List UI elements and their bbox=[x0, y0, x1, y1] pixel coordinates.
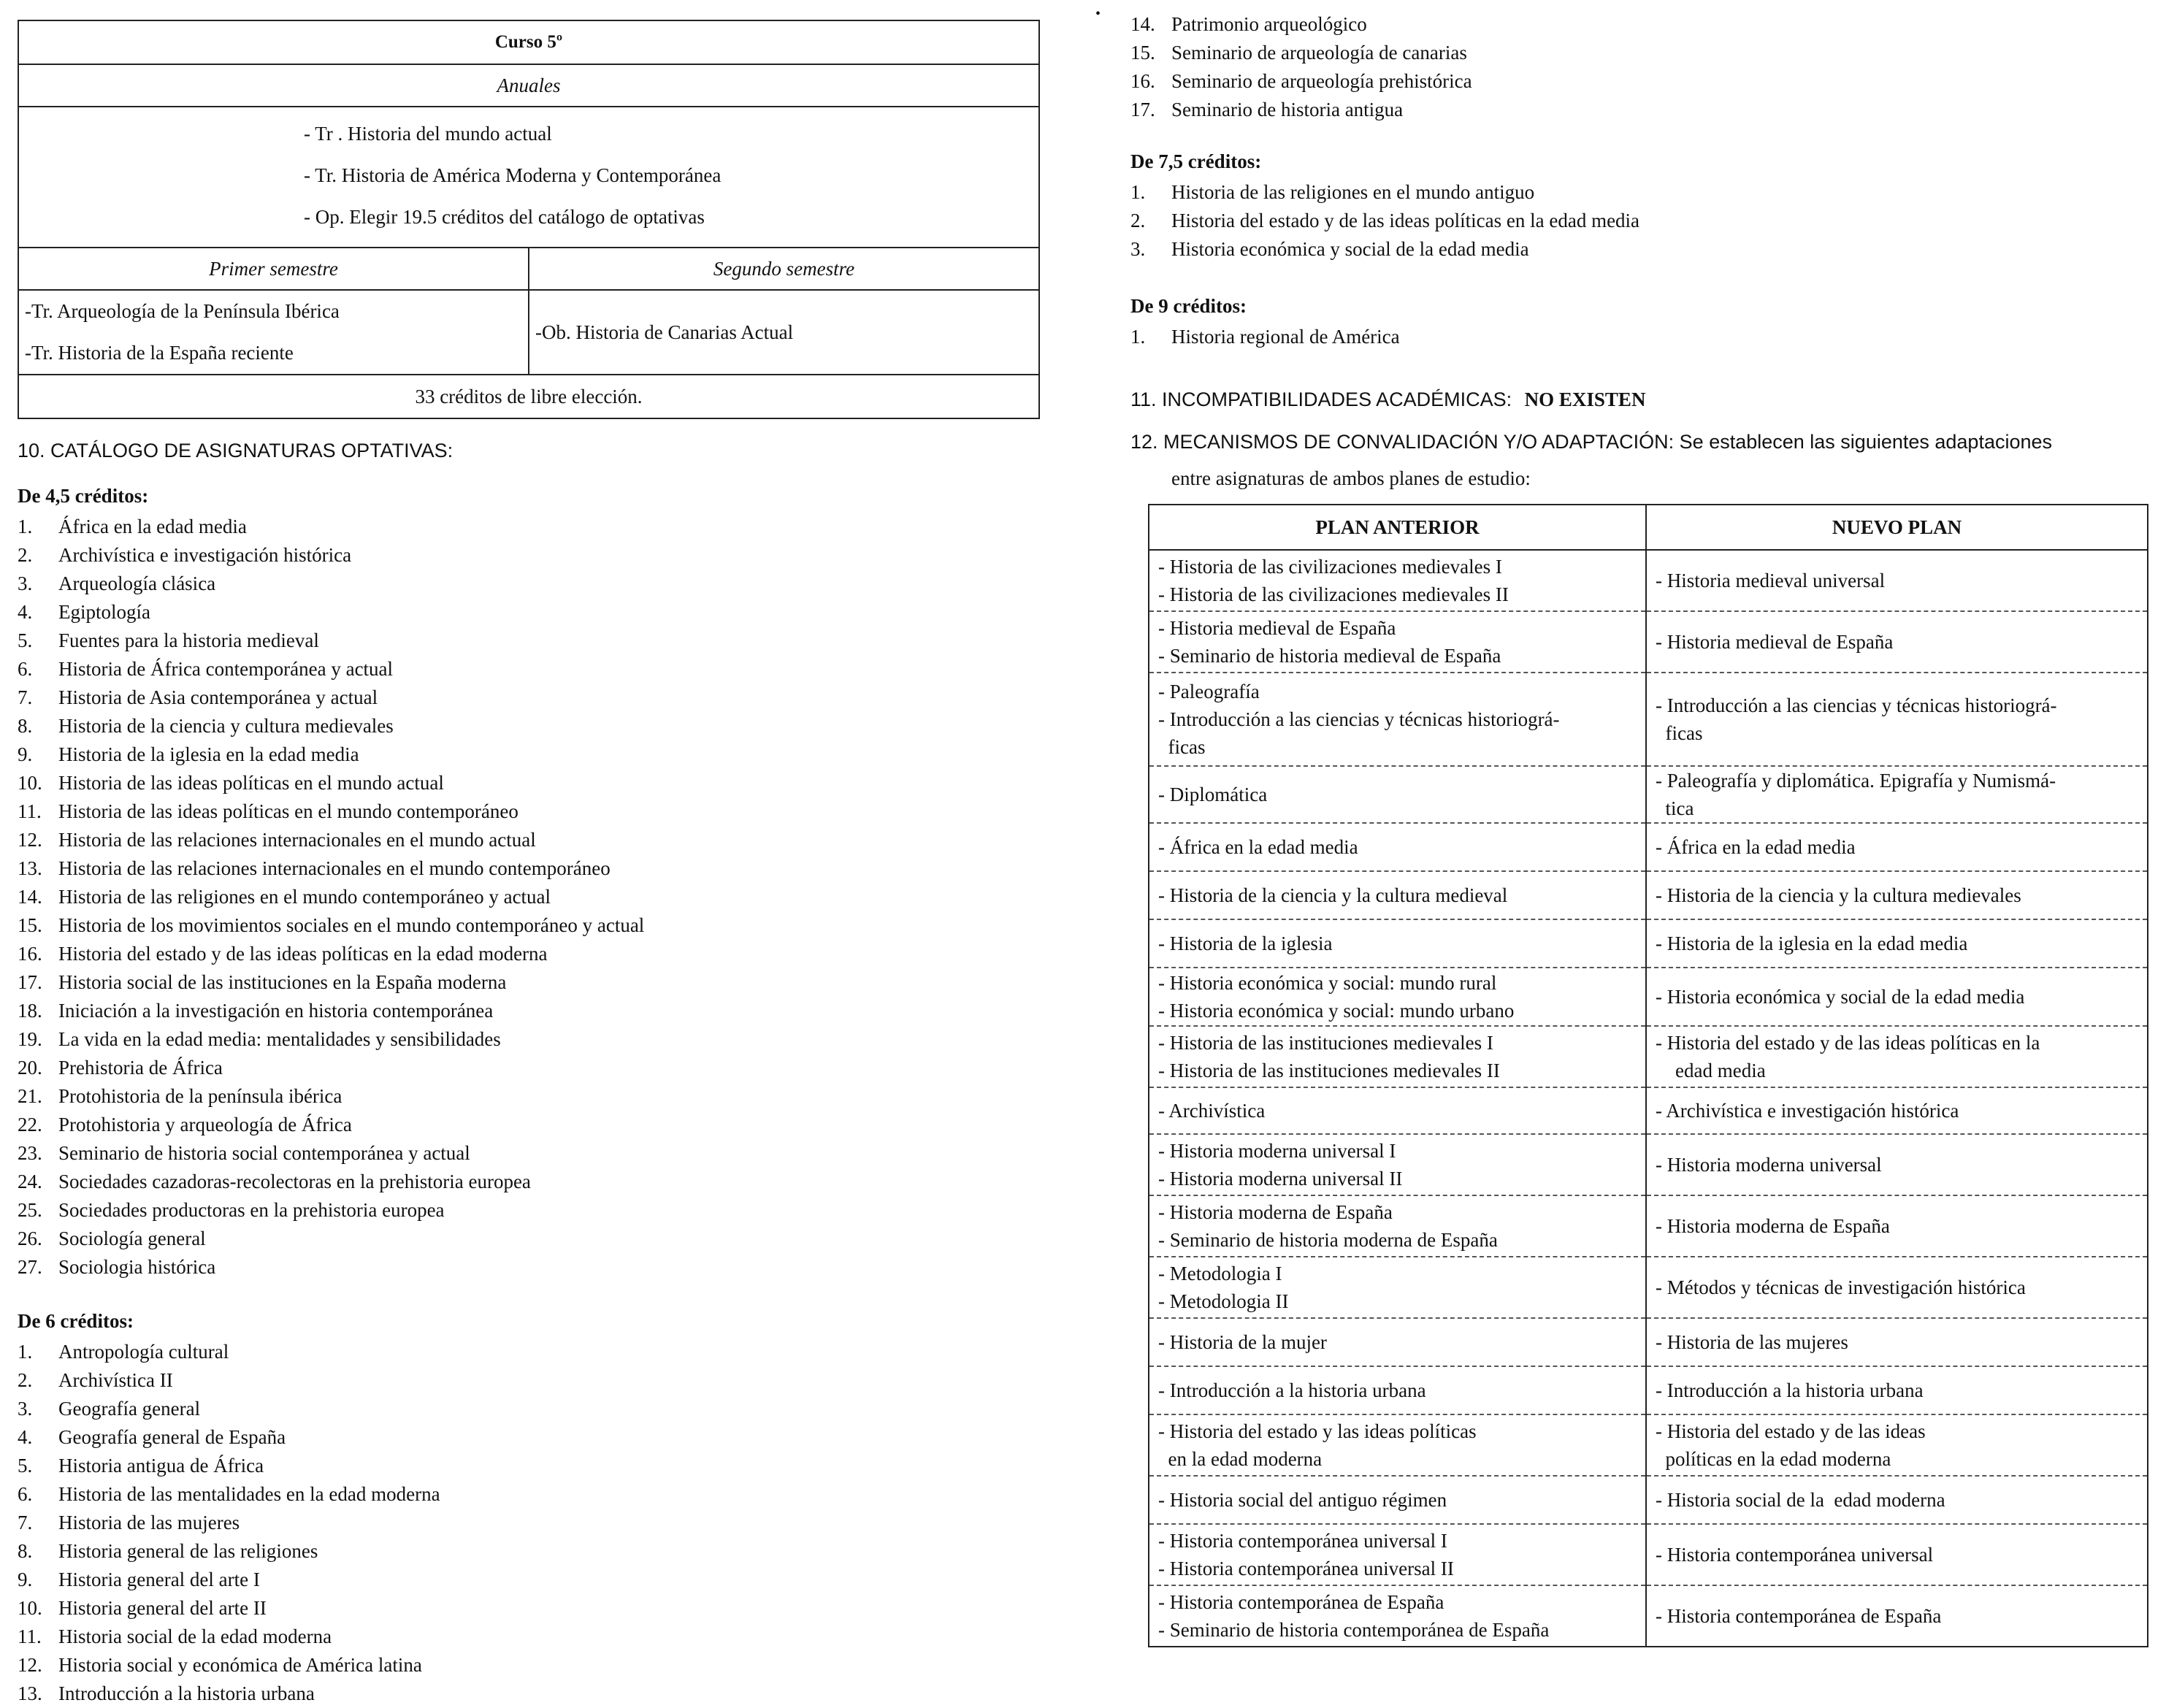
second-semester-cell bbox=[529, 290, 1039, 375]
list-item bbox=[18, 883, 644, 911]
old-plan-cell bbox=[1149, 673, 1646, 766]
cell-line: - Historia de la iglesia bbox=[1158, 932, 1333, 954]
item-text: Historia de las ideas políticas en el mundo contemporáneo bbox=[58, 800, 518, 822]
item-number: 4. bbox=[18, 601, 33, 623]
old-plan-cell bbox=[1149, 1524, 1646, 1585]
item-number: 2. bbox=[1130, 210, 1146, 231]
cell-line: - Metodologia II bbox=[1158, 1290, 1289, 1312]
cell-line: tica bbox=[1656, 797, 1694, 819]
col-header-new-plan: NUEVO PLAN bbox=[1646, 505, 2148, 550]
old-plan-cell bbox=[1149, 1195, 1646, 1257]
item-text: Historia de las relaciones internacionales en el mundo actual bbox=[58, 829, 536, 851]
incompat-heading bbox=[1130, 388, 1645, 411]
item-text: África en la edad media bbox=[58, 516, 247, 537]
item-number: 16. bbox=[18, 943, 42, 965]
item-number: 6. bbox=[18, 658, 33, 680]
item-text: Prehistoria de África bbox=[58, 1057, 223, 1079]
old-plan-cell bbox=[1149, 919, 1646, 968]
new-plan-cell bbox=[1646, 611, 2148, 673]
table-row bbox=[1149, 823, 2148, 871]
cell-line: - Historia contemporánea de España bbox=[1158, 1591, 1444, 1613]
item-text: Historia de las relaciones internacionales en el mundo contemporáneo bbox=[58, 857, 611, 879]
item-text: Historia del estado y de las ideas políticas en la edad moderna bbox=[58, 943, 548, 965]
table-row bbox=[1149, 1318, 2148, 1366]
cell-line: - Paleografía y diplomática. Epigrafía y Numismá- bbox=[1656, 770, 2056, 792]
annual-item: - Tr. Historia de América Moderna y Contemporánea bbox=[304, 164, 722, 186]
group-45-list bbox=[18, 513, 644, 1282]
list-item bbox=[18, 1253, 644, 1282]
item-text: Seminario de historia antigua bbox=[1171, 99, 1404, 120]
item-number: 1. bbox=[1130, 181, 1146, 203]
list-item bbox=[18, 1537, 440, 1566]
cell-line: políticas en la edad moderna bbox=[1656, 1448, 1891, 1470]
new-plan-cell bbox=[1646, 1585, 2148, 1647]
course-5-table bbox=[18, 20, 1040, 419]
list-item bbox=[18, 1566, 440, 1594]
list-item bbox=[1130, 323, 1400, 351]
item-number: 22. bbox=[18, 1114, 42, 1136]
cell-line: - Historia moderna de España bbox=[1656, 1215, 1890, 1237]
list-item bbox=[18, 854, 644, 883]
list-item bbox=[18, 1366, 440, 1395]
cell-line: - Historia contemporánea universal II bbox=[1158, 1558, 1454, 1579]
list-item bbox=[18, 1623, 440, 1651]
item-text: Historia del estado y de las ideas políticas en la edad media bbox=[1171, 210, 1640, 231]
new-plan-cell bbox=[1646, 1318, 2148, 1366]
group-6-list bbox=[18, 1338, 440, 1708]
new-plan-cell bbox=[1646, 823, 2148, 871]
list-item bbox=[18, 1423, 440, 1452]
list-item bbox=[18, 598, 644, 627]
old-plan-cell bbox=[1149, 1257, 1646, 1318]
item-number: 14. bbox=[1130, 13, 1155, 35]
list-item bbox=[18, 1025, 644, 1054]
item-number: 8. bbox=[18, 1540, 33, 1562]
list-item bbox=[18, 968, 644, 997]
table-row bbox=[1149, 673, 2148, 766]
item-text: Arqueología clásica bbox=[58, 572, 216, 594]
table-row bbox=[1149, 1026, 2148, 1087]
item-number: 27. bbox=[18, 1256, 42, 1278]
item-text: Iniciación a la investigación en historia contemporánea bbox=[58, 1000, 494, 1022]
item-number: 1. bbox=[18, 516, 33, 537]
cell-line: - Historia de la mujer bbox=[1158, 1331, 1327, 1353]
item-text: Historia de la ciencia y cultura medievales bbox=[58, 715, 394, 737]
item-text: Patrimonio arqueológico bbox=[1171, 13, 1367, 35]
item-number: 13. bbox=[18, 857, 42, 879]
item-number: 11. bbox=[18, 800, 42, 822]
old-plan-cell bbox=[1149, 611, 1646, 673]
item-text: Sociologia histórica bbox=[58, 1256, 216, 1278]
new-plan-cell bbox=[1646, 968, 2148, 1026]
item-number: 24. bbox=[18, 1171, 42, 1192]
old-plan-cell bbox=[1149, 1414, 1646, 1476]
item-text: Historia social de las instituciones en la España moderna bbox=[58, 971, 507, 993]
item-number: 4. bbox=[18, 1426, 33, 1448]
list-item bbox=[18, 1452, 440, 1480]
item-text: La vida en la edad media: mentalidades y sensibilidades bbox=[58, 1028, 501, 1050]
cell-line: - Historia social de la edad moderna bbox=[1656, 1489, 1945, 1511]
item-number: 12. bbox=[18, 1654, 42, 1676]
margin-dot: • bbox=[1095, 6, 1101, 22]
old-plan-cell bbox=[1149, 1026, 1646, 1087]
table-row bbox=[1149, 1366, 2148, 1414]
group-45-title: De 4,5 créditos: bbox=[18, 485, 149, 507]
item-number: 19. bbox=[18, 1028, 42, 1050]
list-item bbox=[18, 826, 644, 854]
item-number: 10. bbox=[18, 772, 42, 794]
list-item bbox=[18, 541, 644, 570]
item-text: Historia de África contemporánea y actual bbox=[58, 658, 394, 680]
cell-line: - Historia moderna de España bbox=[1158, 1201, 1393, 1223]
table-row bbox=[1149, 766, 2148, 823]
list-item bbox=[18, 769, 644, 797]
item-number: 5. bbox=[18, 1455, 33, 1477]
free-credits-note: 33 créditos de libre elección. bbox=[18, 375, 1039, 418]
group-6-title: De 6 créditos: bbox=[18, 1310, 134, 1332]
cell-line: - Historia contemporánea universal bbox=[1656, 1544, 1934, 1566]
item-text: Seminario de arqueología prehistórica bbox=[1171, 70, 1472, 92]
annual-item: - Op. Elegir 19.5 créditos del catálogo de optativas bbox=[304, 206, 705, 228]
item-text: Historia de los movimientos sociales en el mundo contemporáneo y actual bbox=[58, 914, 645, 936]
list-item bbox=[18, 1338, 440, 1366]
list-item bbox=[18, 570, 644, 598]
cell-line: ficas bbox=[1656, 722, 1703, 744]
item-number: 18. bbox=[18, 1000, 42, 1022]
item-text: Sociología general bbox=[58, 1228, 206, 1249]
item-number: 15. bbox=[1130, 42, 1155, 64]
list-item bbox=[18, 940, 644, 968]
cell-line: - Historia de las instituciones medievales I bbox=[1158, 1032, 1493, 1054]
first-semester-item: -Tr. Arqueología de la Península Ibérica bbox=[25, 300, 340, 322]
new-plan-cell bbox=[1646, 1134, 2148, 1195]
item-text: Historia general de las religiones bbox=[58, 1540, 318, 1562]
item-number: 14. bbox=[18, 886, 42, 908]
item-text: Introducción a la historia urbana bbox=[58, 1682, 315, 1704]
item-text: Sociedades productoras en la prehistoria europea bbox=[58, 1199, 445, 1221]
item-text: Historia de las mentalidades en la edad moderna bbox=[58, 1483, 440, 1505]
item-number: 10. bbox=[18, 1597, 42, 1619]
item-text: Historia antigua de África bbox=[58, 1455, 264, 1477]
item-text: Historia regional de América bbox=[1171, 326, 1400, 348]
new-plan-cell bbox=[1646, 766, 2148, 823]
item-text: Geografía general de España bbox=[58, 1426, 286, 1448]
list-item bbox=[18, 1196, 644, 1225]
item-number: 8. bbox=[18, 715, 33, 737]
cell-line: en la edad moderna bbox=[1158, 1448, 1323, 1470]
cell-line: - Historia del estado y de las ideas bbox=[1656, 1420, 1926, 1442]
cell-line: - Historia medieval universal bbox=[1656, 570, 1886, 591]
table-row bbox=[1149, 1257, 2148, 1318]
list-item bbox=[1130, 235, 1639, 264]
item-number: 2. bbox=[18, 1369, 33, 1391]
first-semester-item: -Tr. Historia de la España reciente bbox=[25, 342, 294, 364]
group-75-list bbox=[1130, 178, 1639, 264]
cell-line: - Introducción a las ciencias y técnicas historiográ- bbox=[1656, 694, 2057, 716]
convalid-title: 12. MECANISMOS DE CONVALIDACIÓN Y/O ADAPTACIÓN: Se establecen las siguientes adaptaciones bbox=[1130, 431, 2053, 453]
new-plan-cell bbox=[1646, 1366, 2148, 1414]
item-text: Archivística II bbox=[58, 1369, 173, 1391]
item-number: 17. bbox=[1130, 99, 1155, 120]
item-text: Historia general del arte II bbox=[58, 1597, 267, 1619]
table-row bbox=[1149, 1195, 2148, 1257]
list-item bbox=[18, 513, 644, 541]
cell-line: - Historia moderna universal I bbox=[1158, 1140, 1396, 1162]
list-item bbox=[1130, 178, 1639, 207]
item-text: Egiptología bbox=[58, 601, 150, 623]
item-text: Historia general del arte I bbox=[58, 1569, 260, 1590]
item-number: 12. bbox=[18, 829, 42, 851]
item-number: 2. bbox=[18, 544, 33, 566]
list-item bbox=[18, 1225, 644, 1253]
old-plan-cell bbox=[1149, 550, 1646, 611]
list-item bbox=[18, 997, 644, 1025]
item-text: Historia de las religiones en el mundo contemporáneo y actual bbox=[58, 886, 551, 908]
old-plan-cell bbox=[1149, 968, 1646, 1026]
old-plan-cell bbox=[1149, 871, 1646, 919]
incompat-value: NO EXISTEN bbox=[1524, 388, 1646, 410]
cell-line: - Historia contemporánea universal I bbox=[1158, 1530, 1447, 1552]
item-number: 16. bbox=[1130, 70, 1155, 92]
table-row bbox=[1149, 919, 2148, 968]
new-plan-cell bbox=[1646, 1257, 2148, 1318]
list-item bbox=[1130, 96, 1472, 124]
adaptation-table bbox=[1148, 504, 2148, 1647]
cell-line: - Seminario de historia moderna de España bbox=[1158, 1229, 1498, 1251]
cell-line: - Introducción a la historia urbana bbox=[1656, 1379, 1924, 1401]
list-item bbox=[1130, 67, 1472, 96]
table-row bbox=[1149, 550, 2148, 611]
list-item bbox=[18, 627, 644, 655]
cell-line: ficas bbox=[1158, 736, 1206, 758]
new-plan-cell bbox=[1646, 550, 2148, 611]
cell-line: - Historia social del antiguo régimen bbox=[1158, 1489, 1447, 1511]
list-item bbox=[18, 1395, 440, 1423]
item-text: Historia de las ideas políticas en el mundo actual bbox=[58, 772, 444, 794]
old-plan-cell bbox=[1149, 1318, 1646, 1366]
cell-line: - África en la edad media bbox=[1158, 836, 1358, 858]
group-6-list-continued bbox=[1130, 10, 1472, 124]
list-item bbox=[18, 1680, 440, 1708]
item-number: 9. bbox=[18, 1569, 33, 1590]
table-row bbox=[1149, 871, 2148, 919]
cell-line: - Historia económica y social: mundo rural bbox=[1158, 972, 1497, 994]
item-text: Historia de Asia contemporánea y actual bbox=[58, 686, 378, 708]
annual-list bbox=[18, 107, 1039, 248]
table-row bbox=[1149, 611, 2148, 673]
item-number: 7. bbox=[18, 686, 33, 708]
item-text: Historia social de la edad moderna bbox=[58, 1625, 332, 1647]
item-number: 3. bbox=[1130, 238, 1146, 260]
cell-line: - Historia medieval de España bbox=[1158, 617, 1396, 639]
list-item bbox=[18, 1594, 440, 1623]
cell-line: - Historia del estado y las ideas políticas bbox=[1158, 1420, 1477, 1442]
table-row bbox=[1149, 1134, 2148, 1195]
old-plan-cell bbox=[1149, 1585, 1646, 1647]
cell-line: - Historia de la ciencia y la cultura medievales bbox=[1656, 884, 2021, 906]
item-text: Historia de la iglesia en la edad media bbox=[58, 743, 359, 765]
first-semester-label: Primer semestre bbox=[18, 248, 529, 290]
list-item bbox=[18, 1082, 644, 1111]
annual-item: - Tr . Historia del mundo actual bbox=[304, 123, 552, 145]
new-plan-cell bbox=[1646, 1026, 2148, 1087]
list-item bbox=[18, 1139, 644, 1168]
old-plan-cell bbox=[1149, 1476, 1646, 1524]
item-number: 3. bbox=[18, 572, 33, 594]
item-text: Historia social y económica de América latina bbox=[58, 1654, 422, 1676]
course-title: Curso 5º bbox=[18, 20, 1039, 64]
cell-line: - África en la edad media bbox=[1656, 836, 1856, 858]
list-item bbox=[18, 1168, 644, 1196]
table-row bbox=[1149, 1476, 2148, 1524]
item-number: 1. bbox=[1130, 326, 1146, 348]
item-number: 7. bbox=[18, 1512, 33, 1533]
item-number: 15. bbox=[18, 914, 42, 936]
cell-line: - Historia del estado y de las ideas políticas en la bbox=[1656, 1032, 2040, 1054]
new-plan-cell bbox=[1646, 919, 2148, 968]
list-item bbox=[18, 740, 644, 769]
item-text: Sociedades cazadoras-recolectoras en la prehistoria europea bbox=[58, 1171, 531, 1192]
item-text: Antropología cultural bbox=[58, 1341, 229, 1363]
cell-line: - Historia contemporánea de España bbox=[1656, 1605, 1942, 1627]
list-item bbox=[18, 655, 644, 683]
second-semester-item: -Ob. Historia de Canarias Actual bbox=[535, 321, 794, 343]
new-plan-cell bbox=[1646, 1414, 2148, 1476]
item-text: Archivística e investigación histórica bbox=[58, 544, 352, 566]
cell-line: - Métodos y técnicas de investigación histórica bbox=[1656, 1276, 2026, 1298]
incompat-title: 11. INCOMPATIBILIDADES ACADÉMICAS: bbox=[1130, 388, 1512, 410]
item-number: 9. bbox=[18, 743, 33, 765]
new-plan-cell bbox=[1646, 1195, 2148, 1257]
cell-line: - Historia moderna universal II bbox=[1158, 1168, 1403, 1190]
item-text: Protohistoria y arqueología de África bbox=[58, 1114, 352, 1136]
catalog-title: 10. CATÁLOGO DE ASIGNATURAS OPTATIVAS: bbox=[18, 440, 454, 462]
cell-line: edad media bbox=[1656, 1060, 1766, 1081]
cell-line: - Introducción a las ciencias y técnicas historiográ- bbox=[1158, 708, 1560, 730]
item-text: Historia de las religiones en el mundo antiguo bbox=[1171, 181, 1535, 203]
item-text: Historia de las mujeres bbox=[58, 1512, 240, 1533]
list-item bbox=[18, 797, 644, 826]
cell-line: - Archivística bbox=[1158, 1100, 1266, 1122]
table-row bbox=[1149, 1524, 2148, 1585]
item-number: 1. bbox=[18, 1341, 33, 1363]
list-item bbox=[18, 1480, 440, 1509]
table-row bbox=[1149, 1087, 2148, 1134]
item-number: 25. bbox=[18, 1199, 42, 1221]
item-number: 5. bbox=[18, 629, 33, 651]
cell-line: - Archivística e investigación histórica bbox=[1656, 1100, 1959, 1122]
list-item bbox=[1130, 10, 1472, 39]
table-row bbox=[1149, 968, 2148, 1026]
item-text: Fuentes para la historia medieval bbox=[58, 629, 319, 651]
new-plan-cell bbox=[1646, 1476, 2148, 1524]
table-row bbox=[1149, 1585, 2148, 1647]
item-number: 3. bbox=[18, 1398, 33, 1420]
item-text: Seminario de arqueología de canarias bbox=[1171, 42, 1467, 64]
new-plan-cell bbox=[1646, 871, 2148, 919]
item-number: 23. bbox=[18, 1142, 42, 1164]
cell-line: - Historia económica y social: mundo urbano bbox=[1158, 1000, 1515, 1022]
old-plan-cell bbox=[1149, 1134, 1646, 1195]
cell-line: - Historia de las mujeres bbox=[1656, 1331, 1848, 1353]
new-plan-cell bbox=[1646, 1524, 2148, 1585]
second-semester-label: Segundo semestre bbox=[529, 248, 1039, 290]
new-plan-cell bbox=[1646, 673, 2148, 766]
old-plan-cell bbox=[1149, 1366, 1646, 1414]
convalid-subtitle: entre asignaturas de ambos planes de estudio: bbox=[1171, 467, 1531, 489]
cell-line: - Historia de las instituciones medievales II bbox=[1158, 1060, 1500, 1081]
cell-line: - Historia moderna universal bbox=[1656, 1154, 1882, 1176]
group-9-list bbox=[1130, 323, 1400, 351]
cell-line: - Seminario de historia medieval de España bbox=[1158, 645, 1501, 667]
item-number: 17. bbox=[18, 971, 42, 993]
list-item bbox=[18, 1509, 440, 1537]
cell-line: - Introducción a la historia urbana bbox=[1158, 1379, 1426, 1401]
cell-line: - Historia medieval de España bbox=[1656, 631, 1894, 653]
old-plan-cell bbox=[1149, 823, 1646, 871]
cell-line: - Seminario de historia contemporánea de España bbox=[1158, 1619, 1550, 1641]
col-header-old-plan: PLAN ANTERIOR bbox=[1149, 505, 1646, 550]
list-item bbox=[18, 683, 644, 712]
list-item bbox=[18, 1054, 644, 1082]
group-75-title: De 7,5 créditos: bbox=[1130, 150, 1262, 172]
cell-line: - Historia de las civilizaciones medievales I bbox=[1158, 556, 1502, 578]
annual-label: Anuales bbox=[18, 64, 1039, 107]
item-text: Seminario de historia social contemporánea y actual bbox=[58, 1142, 470, 1164]
item-number: 26. bbox=[18, 1228, 42, 1249]
list-item bbox=[1130, 39, 1472, 67]
table-row bbox=[1149, 1414, 2148, 1476]
cell-line: - Historia económica y social de la edad media bbox=[1656, 986, 2025, 1008]
cell-line: - Diplomática bbox=[1158, 784, 1268, 805]
item-text: Protohistoria de la península ibérica bbox=[58, 1085, 342, 1107]
cell-line: - Historia de la ciencia y la cultura medieval bbox=[1158, 884, 1508, 906]
first-semester-cell bbox=[18, 290, 529, 375]
group-9-title: De 9 créditos: bbox=[1130, 295, 1247, 317]
cell-line: - Paleografía bbox=[1158, 681, 1260, 702]
list-item bbox=[18, 1651, 440, 1680]
cell-line: - Historia de la iglesia en la edad media bbox=[1656, 932, 1968, 954]
item-text: Geografía general bbox=[58, 1398, 201, 1420]
old-plan-cell bbox=[1149, 1087, 1646, 1134]
item-text: Historia económica y social de la edad media bbox=[1171, 238, 1529, 260]
cell-line: - Historia de las civilizaciones medievales II bbox=[1158, 583, 1509, 605]
item-number: 6. bbox=[18, 1483, 33, 1505]
list-item bbox=[1130, 207, 1639, 235]
item-number: 21. bbox=[18, 1085, 42, 1107]
item-number: 13. bbox=[18, 1682, 42, 1704]
new-plan-cell bbox=[1646, 1087, 2148, 1134]
item-number: 11. bbox=[18, 1625, 42, 1647]
list-item bbox=[18, 712, 644, 740]
old-plan-cell bbox=[1149, 766, 1646, 823]
item-number: 20. bbox=[18, 1057, 42, 1079]
list-item bbox=[18, 911, 644, 940]
list-item bbox=[18, 1111, 644, 1139]
cell-line: - Metodologia I bbox=[1158, 1263, 1282, 1284]
